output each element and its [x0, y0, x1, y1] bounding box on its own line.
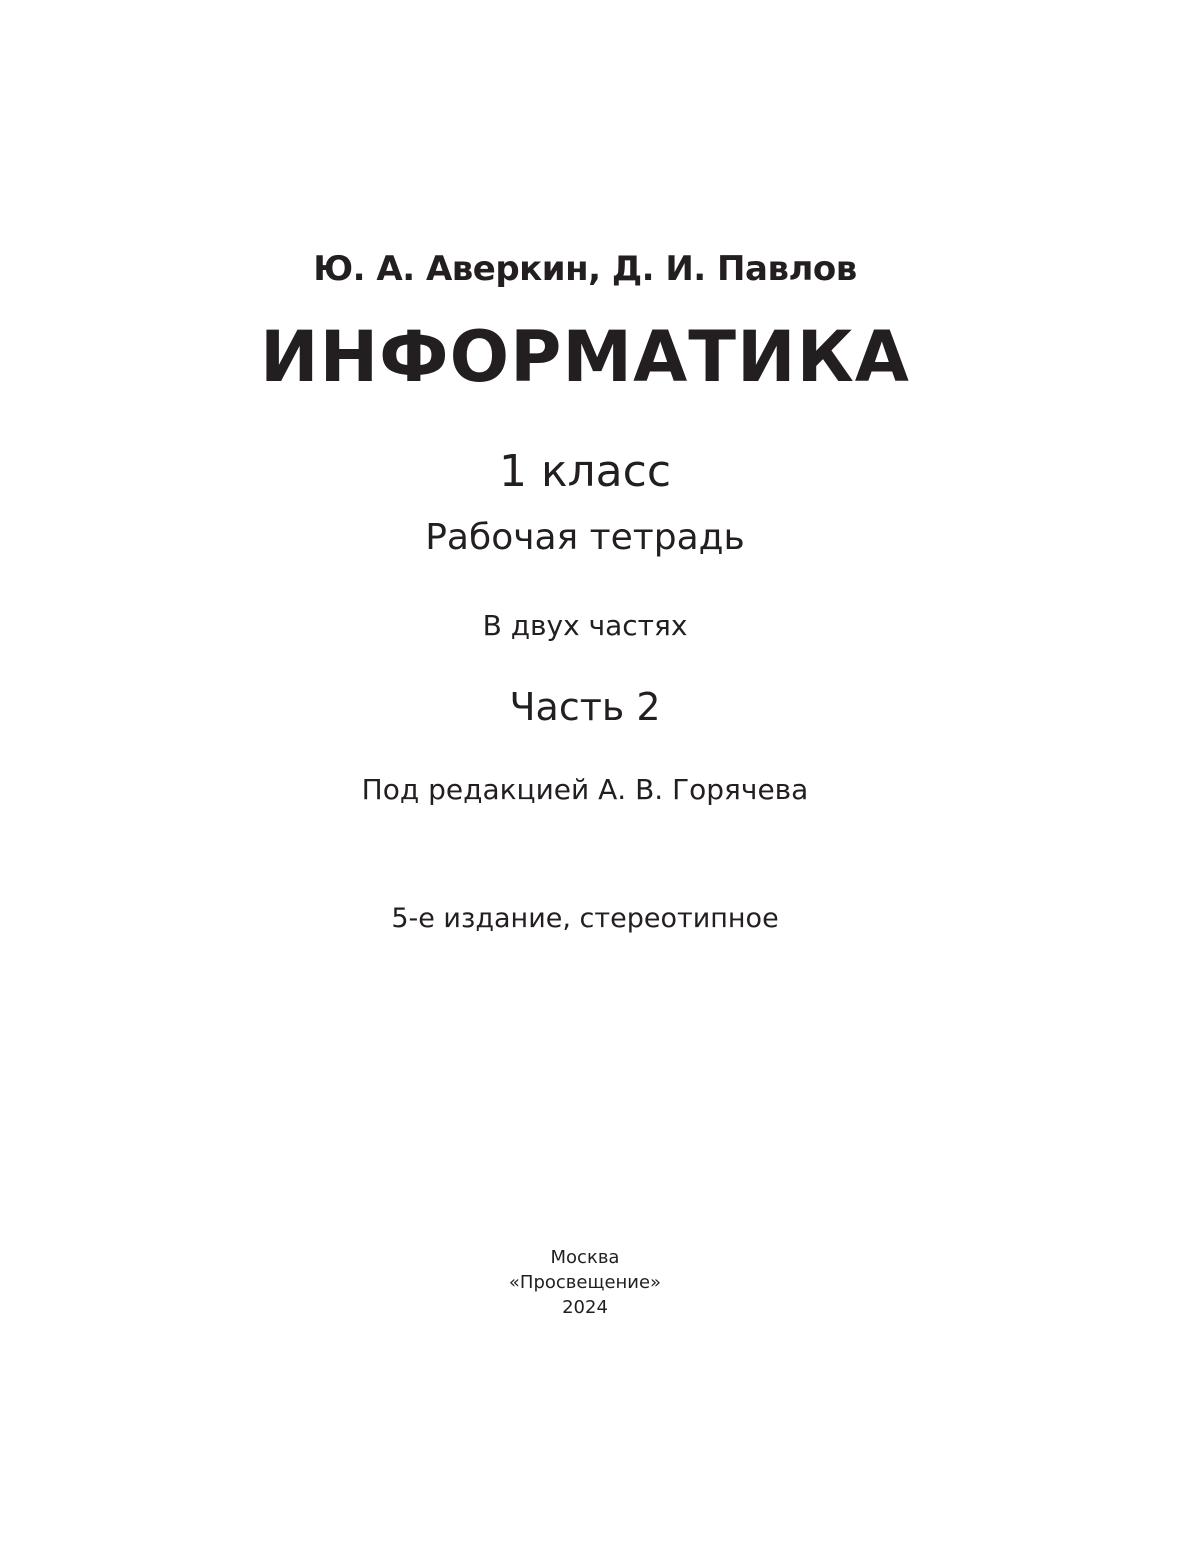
imprint	[0, 1245, 1170, 1320]
parts-note: В двух частях	[482, 609, 688, 642]
editor-credit: Под редакцией А. В. Горячева	[361, 773, 809, 806]
book-title: ИНФОРМАТИКА	[260, 316, 910, 398]
imprint-year: 2024	[562, 1297, 608, 1318]
imprint-city: Москва	[550, 1247, 620, 1268]
edition-note: 5-е издание, стереотипное	[391, 903, 779, 934]
grade-label: 1 класс	[498, 446, 672, 497]
imprint-publisher: «Просвещение»	[508, 1272, 662, 1293]
book-type: Рабочая тетрадь	[425, 517, 745, 558]
part-number: Часть 2	[509, 685, 661, 729]
authors: Ю. А. Аверкин, Д. И. Павлов	[313, 249, 857, 289]
